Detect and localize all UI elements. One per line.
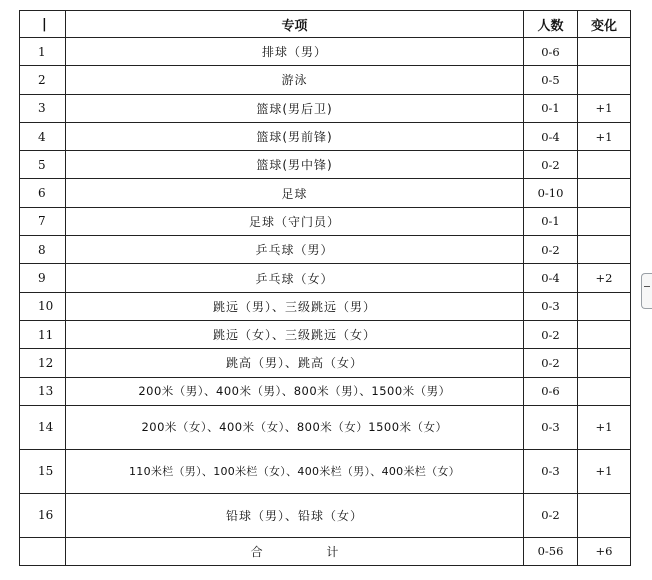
row-item: 篮球(男后卫): [66, 94, 524, 122]
row-num: 2: [20, 66, 66, 94]
row-count: 0-2: [524, 236, 578, 264]
row-change: [578, 349, 631, 377]
row-item: 跳远（男）、三级跳远（男）: [66, 292, 524, 320]
row-num: 14: [20, 405, 66, 449]
row-change: [578, 236, 631, 264]
row-num: 4: [20, 122, 66, 150]
row-count: 0-4: [524, 122, 578, 150]
table-row: [20, 349, 631, 377]
table-row: [20, 405, 631, 449]
row-item: 篮球(男前锋): [66, 122, 524, 150]
row-num: 15: [20, 449, 66, 493]
row-change: +1: [578, 94, 631, 122]
row-item: 铅球（男）、铅球（女）: [66, 493, 524, 537]
table-row: [20, 179, 631, 207]
row-item: 足球（守门员）: [66, 207, 524, 235]
row-count: 0-6: [524, 38, 578, 66]
row-num: 11: [20, 320, 66, 348]
row-num: 13: [20, 377, 66, 405]
row-num: 9: [20, 264, 66, 292]
table-row: [20, 264, 631, 292]
row-item: 排球（男）: [66, 38, 524, 66]
row-item: 跳高（男）、跳高（女）: [66, 349, 524, 377]
row-count: 0-2: [524, 151, 578, 179]
row-change: +1: [578, 122, 631, 150]
row-count: 0-10: [524, 179, 578, 207]
row-change: [578, 207, 631, 235]
table-row: [20, 377, 631, 405]
row-count: 0-6: [524, 377, 578, 405]
row-change: [578, 493, 631, 537]
header-change: 变化: [578, 11, 631, 38]
row-count: 0-4: [524, 264, 578, 292]
header-count: 人数: [524, 11, 578, 38]
row-num: 10: [20, 292, 66, 320]
sports-quota-table: [19, 10, 631, 566]
row-change: +2: [578, 264, 631, 292]
table-row: [20, 493, 631, 537]
row-num: 5: [20, 151, 66, 179]
row-change: [578, 151, 631, 179]
row-count: 0-2: [524, 320, 578, 348]
row-num: 16: [20, 493, 66, 537]
row-num: 6: [20, 179, 66, 207]
row-item: 乒乓球（男）: [66, 236, 524, 264]
table-row: [20, 449, 631, 493]
table-row: [20, 66, 631, 94]
side-collapse-tab[interactable]: [641, 273, 652, 309]
header-num: |: [20, 11, 66, 38]
row-change: [578, 320, 631, 348]
row-num: 7: [20, 207, 66, 235]
table-row: [20, 94, 631, 122]
table-row: [20, 320, 631, 348]
table-row: [20, 151, 631, 179]
total-num: [20, 537, 66, 565]
row-count: 0-3: [524, 292, 578, 320]
row-change: [578, 377, 631, 405]
row-item: 200米（男）、400米（男）、800米（男）、1500米（男）: [66, 377, 524, 405]
table-total-row: [20, 537, 631, 565]
table-row: [20, 207, 631, 235]
table-row: [20, 292, 631, 320]
row-count: 0-1: [524, 94, 578, 122]
row-count: 0-3: [524, 449, 578, 493]
row-change: +1: [578, 405, 631, 449]
row-num: 12: [20, 349, 66, 377]
row-count: 0-3: [524, 405, 578, 449]
row-change: [578, 66, 631, 94]
row-count: 0-2: [524, 349, 578, 377]
header-item: 专项: [66, 11, 524, 38]
row-count: 0-2: [524, 493, 578, 537]
row-item: 游泳: [66, 66, 524, 94]
row-change: [578, 38, 631, 66]
row-item: 110米栏（男）、100米栏（女）、400米栏（男）、400米栏（女）: [66, 449, 524, 493]
row-num: 8: [20, 236, 66, 264]
row-num: 3: [20, 94, 66, 122]
row-count: 0-5: [524, 66, 578, 94]
row-change: [578, 292, 631, 320]
minus-icon: [644, 286, 650, 287]
row-item: 跳远（女）、三级跳远（女）: [66, 320, 524, 348]
row-item: 200米（女）、400米（女）、800米（女）1500米（女）: [66, 405, 524, 449]
row-change: [578, 179, 631, 207]
table-header-row: [20, 11, 631, 38]
total-count: 0-56: [524, 537, 578, 565]
total-label: 合 计: [66, 537, 524, 565]
table-row: [20, 236, 631, 264]
row-item: 篮球(男中锋): [66, 151, 524, 179]
row-count: 0-1: [524, 207, 578, 235]
table-row: [20, 122, 631, 150]
table-row: [20, 38, 631, 66]
row-change: +1: [578, 449, 631, 493]
row-item: 乒乓球（女）: [66, 264, 524, 292]
total-change: +6: [578, 537, 631, 565]
row-num: 1: [20, 38, 66, 66]
row-item: 足球: [66, 179, 524, 207]
